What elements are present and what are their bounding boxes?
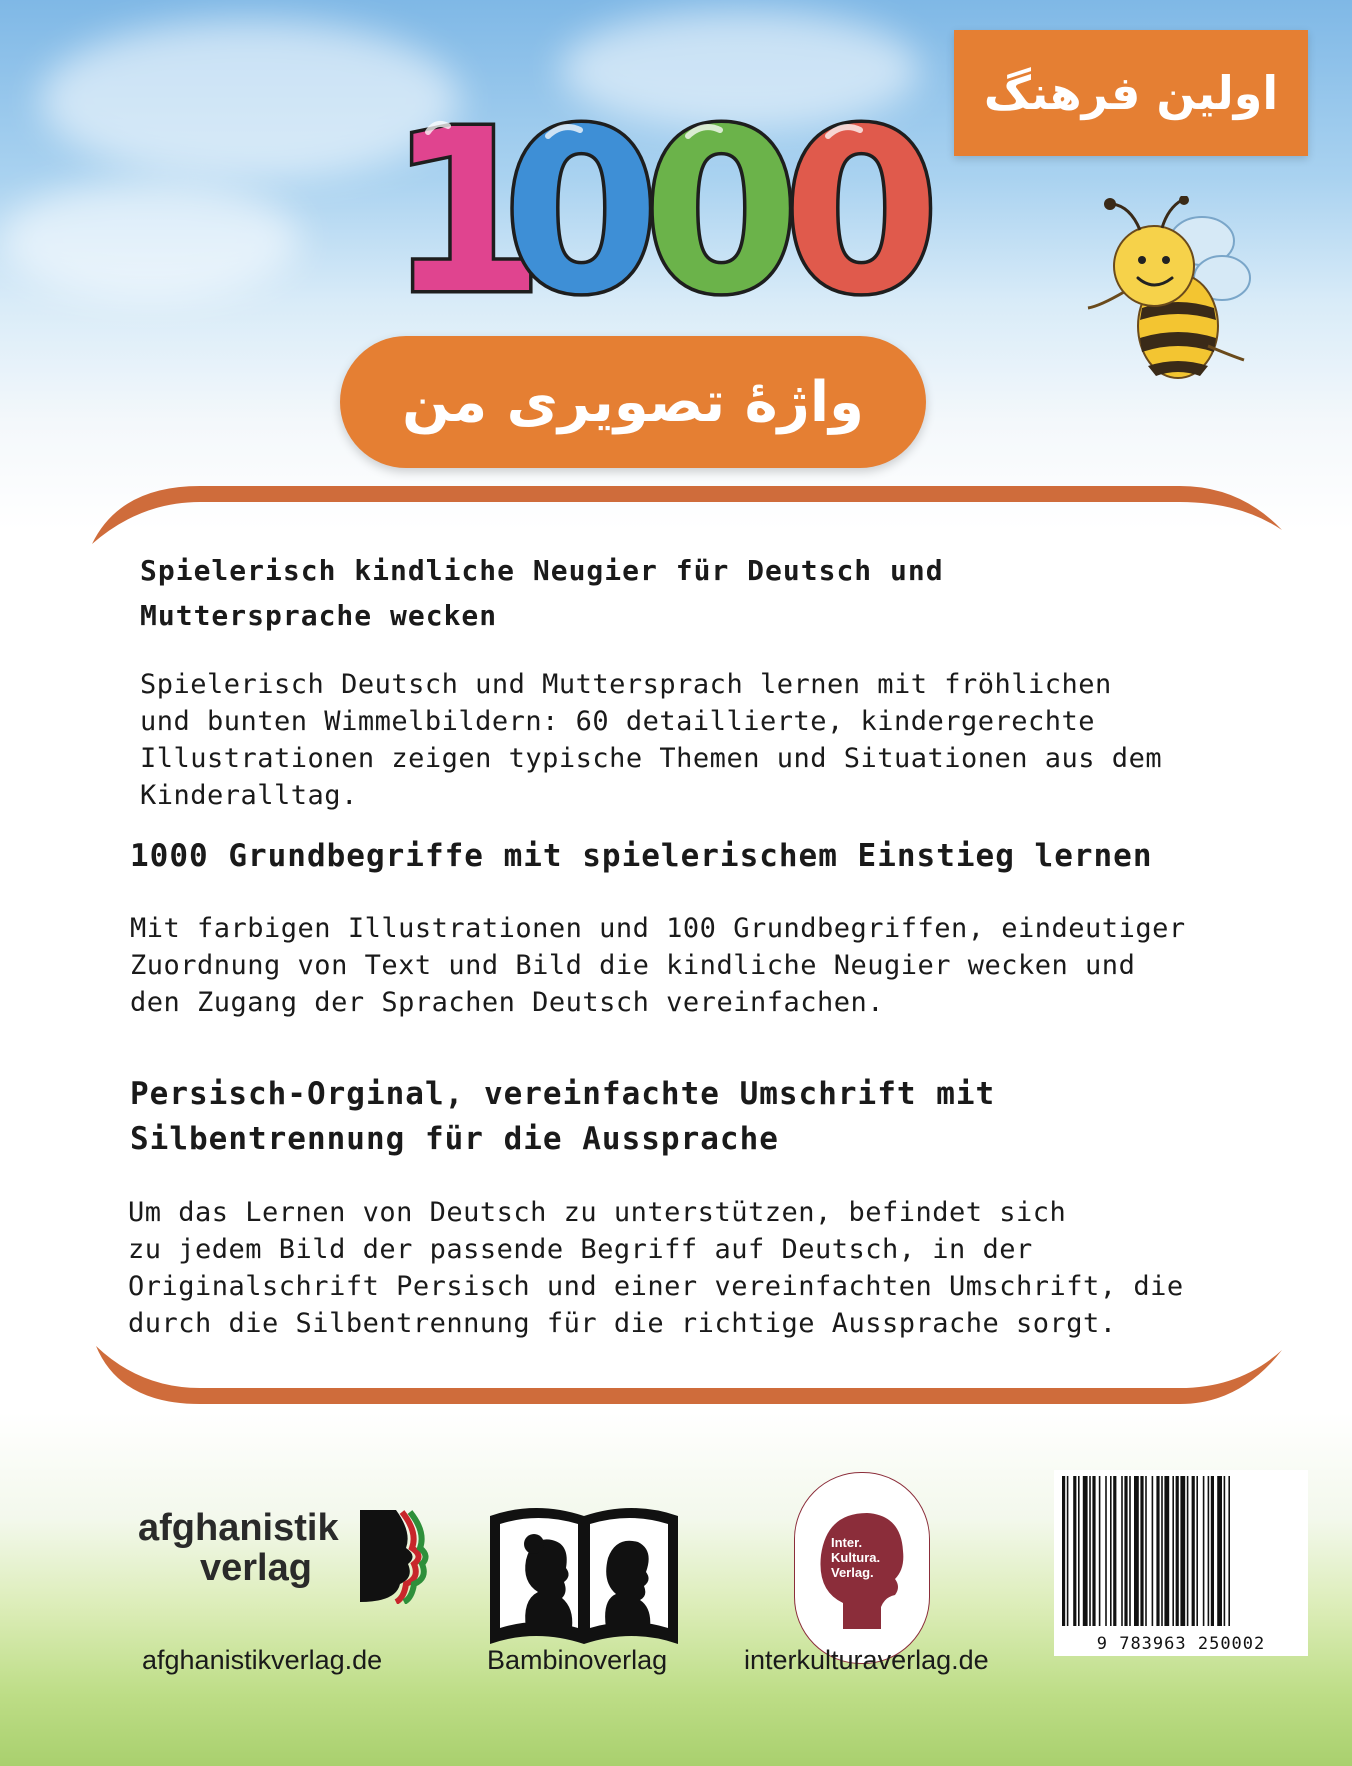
logo-text-line: verlag bbox=[200, 1547, 312, 1589]
section-3-heading bbox=[130, 1072, 995, 1162]
barcode-bar bbox=[1062, 1476, 1065, 1626]
body-line: Mit farbigen Illustrationen und 100 Grundbegriffen, eindeutiger bbox=[130, 913, 1186, 944]
digit-zero-green: 0 bbox=[643, 92, 800, 312]
title-badge bbox=[954, 30, 1308, 156]
logo-text-line: Verlag. bbox=[831, 1565, 874, 1580]
section-1-body bbox=[140, 666, 1162, 814]
heading-line: Silbentrennung für die Aussprache bbox=[130, 1121, 779, 1157]
digit-zero-red: 0 bbox=[783, 92, 940, 312]
subtitle-pill bbox=[340, 336, 926, 468]
bambino-url[interactable]: Bambinoverlag bbox=[487, 1645, 668, 1675]
barcode-bar bbox=[1208, 1476, 1210, 1626]
bottom-arc-border bbox=[0, 1332, 1352, 1412]
barcode-bars bbox=[1054, 1470, 1308, 1630]
barcode-bar bbox=[1152, 1476, 1154, 1626]
body-line: den Zugang der Sprachen Deutsch vereinfachen. bbox=[130, 987, 884, 1018]
barcode-bar bbox=[1196, 1476, 1198, 1626]
barcode-bar bbox=[1113, 1476, 1116, 1626]
barcode-bar bbox=[1134, 1476, 1139, 1626]
barcode-bar bbox=[1203, 1476, 1205, 1626]
body-line: Um das Lernen von Deutsch zu unterstützen, befindet sich bbox=[128, 1197, 1067, 1228]
barcode-bar bbox=[1110, 1476, 1112, 1626]
barcode-bar bbox=[1099, 1476, 1101, 1626]
bee-illustration bbox=[1082, 196, 1258, 402]
afghanistik-profile-icon bbox=[356, 1508, 430, 1604]
heading-line: 1000 Grundbegriffe mit spielerischem Einstieg lernen bbox=[130, 838, 1153, 874]
cloud bbox=[0, 180, 300, 300]
barcode-bar bbox=[1180, 1476, 1185, 1626]
barcode-bar bbox=[1092, 1476, 1095, 1626]
barcode-bar bbox=[1164, 1476, 1169, 1626]
barcode-bar bbox=[1217, 1476, 1222, 1626]
top-arc-border bbox=[0, 478, 1352, 558]
body-line: Zuordnung von Text und Bild die kindliche Neugier wecken und bbox=[130, 950, 1136, 981]
heading-line: Spielerisch kindliche Neugier für Deutsch und bbox=[140, 554, 944, 587]
body-line: zu jedem Bild der passende Begriff auf Deutsch, in der bbox=[128, 1234, 1033, 1265]
body-line: Kinderalltag. bbox=[140, 780, 358, 811]
logo-text-line: afghanistik bbox=[138, 1507, 339, 1549]
barcode-digits: 9 783963 250002 bbox=[1096, 1634, 1266, 1654]
logo-text-line: Kultura. bbox=[831, 1550, 881, 1565]
digit-zero-blue: 0 bbox=[503, 92, 660, 312]
barcode-bar bbox=[1176, 1476, 1179, 1626]
barcode-bar bbox=[1129, 1476, 1131, 1626]
barcode-bar bbox=[1228, 1476, 1230, 1626]
section-2-heading bbox=[130, 834, 1153, 879]
barcode-bar bbox=[1105, 1476, 1107, 1626]
barcode-bar bbox=[1172, 1476, 1174, 1626]
barcode-bar bbox=[1192, 1476, 1195, 1626]
barcode-bar bbox=[1089, 1476, 1091, 1626]
badge-text: اولین فرهنگ bbox=[983, 66, 1279, 120]
afghanistik-verlag-logo bbox=[138, 1508, 339, 1588]
barcode-bar bbox=[1211, 1476, 1214, 1626]
interkultura-url[interactable]: interkulturaverlag.de bbox=[744, 1645, 989, 1675]
section-2-body bbox=[130, 910, 1186, 1021]
heading-line: Muttersprache wecken bbox=[140, 599, 498, 632]
barcode-bar bbox=[1156, 1476, 1159, 1626]
section-1-heading bbox=[140, 548, 944, 638]
body-line: Spielerisch Deutsch und Muttersprach lernen mit fröhlichen bbox=[140, 669, 1112, 700]
digit-one: 1 bbox=[388, 92, 545, 312]
body-line: durch die Silbentrennung für die richtige Aussprache sorgt. bbox=[128, 1308, 1117, 1339]
interkultura-text bbox=[831, 1535, 880, 1580]
body-line: Illustrationen zeigen typische Themen und Situationen aus dem bbox=[140, 743, 1163, 774]
barcode-bar bbox=[1121, 1476, 1123, 1626]
title-number-1000 bbox=[388, 92, 948, 312]
barcode-bar bbox=[1145, 1476, 1147, 1626]
barcode-bar bbox=[1124, 1476, 1127, 1626]
body-line: Originalschrift Persisch und einer vereinfachten Umschrift, die bbox=[128, 1271, 1184, 1302]
interkultura-logo bbox=[794, 1472, 930, 1664]
isbn-barcode bbox=[1054, 1470, 1308, 1656]
bambino-book-logo bbox=[486, 1496, 682, 1648]
section-3-body bbox=[128, 1194, 1184, 1342]
barcode-bar bbox=[1187, 1476, 1189, 1626]
barcode-bar bbox=[1224, 1476, 1226, 1626]
subtitle-text: واژهٔ تصویری من bbox=[402, 369, 864, 435]
barcode-bar bbox=[1073, 1476, 1076, 1626]
barcode-bar bbox=[1083, 1476, 1088, 1626]
barcode-bar bbox=[1067, 1476, 1069, 1626]
barcode-bar bbox=[1078, 1476, 1080, 1626]
heading-line: Persisch-Orginal, vereinfachte Umschrift mit bbox=[130, 1076, 996, 1112]
afghanistik-url[interactable]: afghanistikverlag.de bbox=[142, 1645, 383, 1675]
body-line: und bunten Wimmelbildern: 60 detaillierte, kindergerechte bbox=[140, 706, 1096, 737]
barcode-bar bbox=[1161, 1476, 1163, 1626]
logo-text-line: Inter. bbox=[831, 1535, 863, 1550]
barcode-bar bbox=[1140, 1476, 1143, 1626]
